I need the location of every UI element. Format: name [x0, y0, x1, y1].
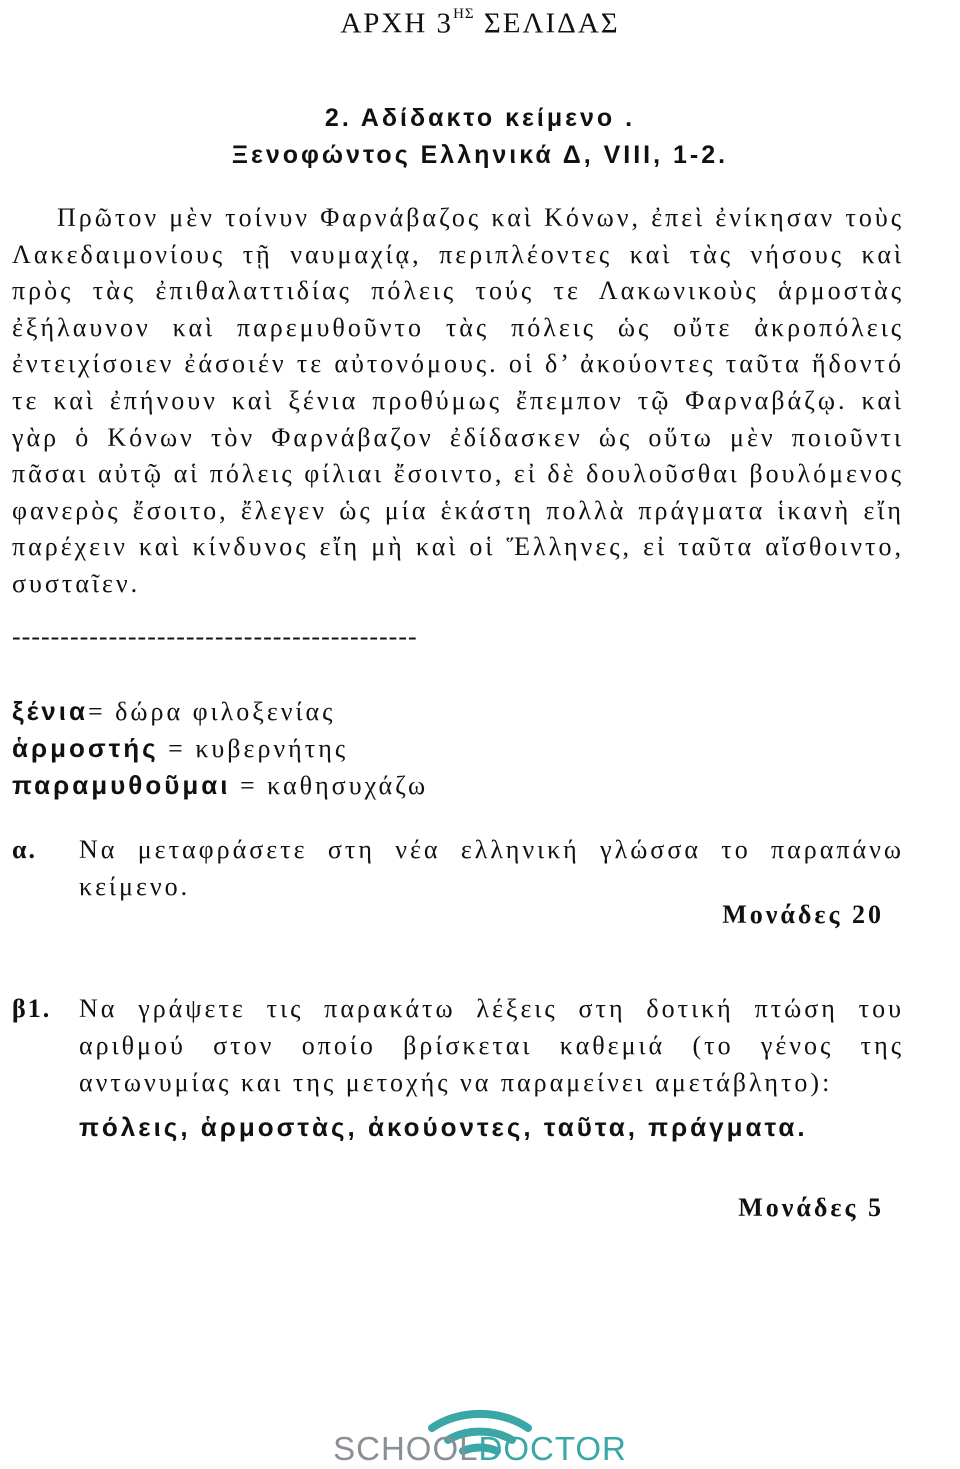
- header-text-after: ΣΕΛΙΔΑΣ: [474, 7, 620, 40]
- header-superscript: ΗΣ: [453, 6, 475, 22]
- glossary-item: ἁρμοστής = κυβερνήτης: [12, 733, 349, 763]
- marks-question-b1: Μονάδες 5: [738, 1193, 884, 1222]
- glossary-term: ἁρμοστής: [12, 733, 159, 763]
- separator-line: ------------------------------------------: [12, 622, 418, 651]
- glossary-item: ξένια= δώρα φιλοξενίας: [12, 696, 336, 726]
- question-text: Να μεταφράσετε στη νέα ελληνική γλώσσα το παραπάνω κείμενο.: [79, 835, 904, 901]
- question-b1: [12, 990, 904, 1146]
- glossary-term: ξένια: [12, 696, 88, 726]
- section-title: 2. Αδίδακτο κείμενο .: [324, 104, 636, 132]
- glossary-meaning: καθησυχάζω: [267, 771, 429, 800]
- header-text: ΑΡΧΗ 3: [340, 7, 454, 40]
- glossary-item: παραμυθοῦμαι = καθησυχάζω: [12, 770, 429, 800]
- glossary: [12, 693, 428, 804]
- schooldoctor-logo: [0, 1430, 960, 1468]
- glossary-meaning: κυβερνήτης: [195, 734, 349, 763]
- glossary-meaning: δώρα φιλοξενίας: [115, 697, 336, 726]
- section-source: Ξενοφώντος Ελληνικά Δ, VIII, 1-2.: [231, 141, 729, 169]
- question-text: Να γράψετε τις παρακάτω λέξεις στη δοτική πτώση του αριθμού στον οποίο βρίσκεται καθεμιά (το γένος της αντωνυμίας και της μετοχής να παραμείνει αμετάβλητο):: [79, 994, 904, 1097]
- marks-question-a: Μονάδες 20: [722, 900, 884, 929]
- logo-part-doctor: DOCTOR: [478, 1430, 627, 1467]
- question-label: α.: [12, 835, 38, 864]
- page-header: [0, 0, 960, 42]
- question-words: πόλεις, ἁρμοστὰς, ἀκούοντες, ταῦτα, πράγματα.: [79, 1112, 808, 1142]
- question-label: β1.: [12, 994, 52, 1023]
- logo-part-school: SCHOOL: [333, 1430, 479, 1467]
- glossary-term: παραμυθοῦμαι: [12, 770, 231, 800]
- question-a: [12, 831, 904, 905]
- ancient-greek-passage: Πρῶτον μὲν τοίνυν Φαρνάβαζος καὶ Κόνων, ἐπεὶ ἐνίκησαν τοὺς Λακεδαιμονίους τῇ ναυμαχίᾳ, περιπλέοντες καὶ τὰς νήσους καὶ πρὸς τὰς ἐπιθαλαττιδίας πόλεις τούς τε Λακωνικοὺς ἁρμοστὰς ἐξήλαυνον καὶ παρεμυθοῦντο τὰς πόλεις ὡς οὔτε ἀκροπόλεις ἐντειχίσοιεν ἐάσοιέν τε αὐτονόμους. οἱ δ’ ἀκούοντες ταῦτα ἥδοντό τε καὶ ἐπήνουν καὶ ξένια προθύμως ἔπεμπον τῷ Φαρναβάζῳ. καὶ γὰρ ὁ Κόνων τὸν Φαρνάβαζον ἐδίδασκεν ὡς οὕτω μὲν ποιοῦντι πᾶσαι αὐτῷ αἱ πόλεις φίλιαι ἔσοιντο, εἰ δὲ δουλοῦσθαι βουλόμενος φανερὸς ἔσοιτο, ἔλεγεν ὡς μία ἑκάστη πολλὰ πράγματα ἱκανὴ εἴη παρέχειν καὶ κίνδυνος εἴη μὴ καὶ οἱ Ἕλληνες, εἰ ταῦτα αἴσθοιντο, συσταῖεν.: [12, 203, 904, 598]
